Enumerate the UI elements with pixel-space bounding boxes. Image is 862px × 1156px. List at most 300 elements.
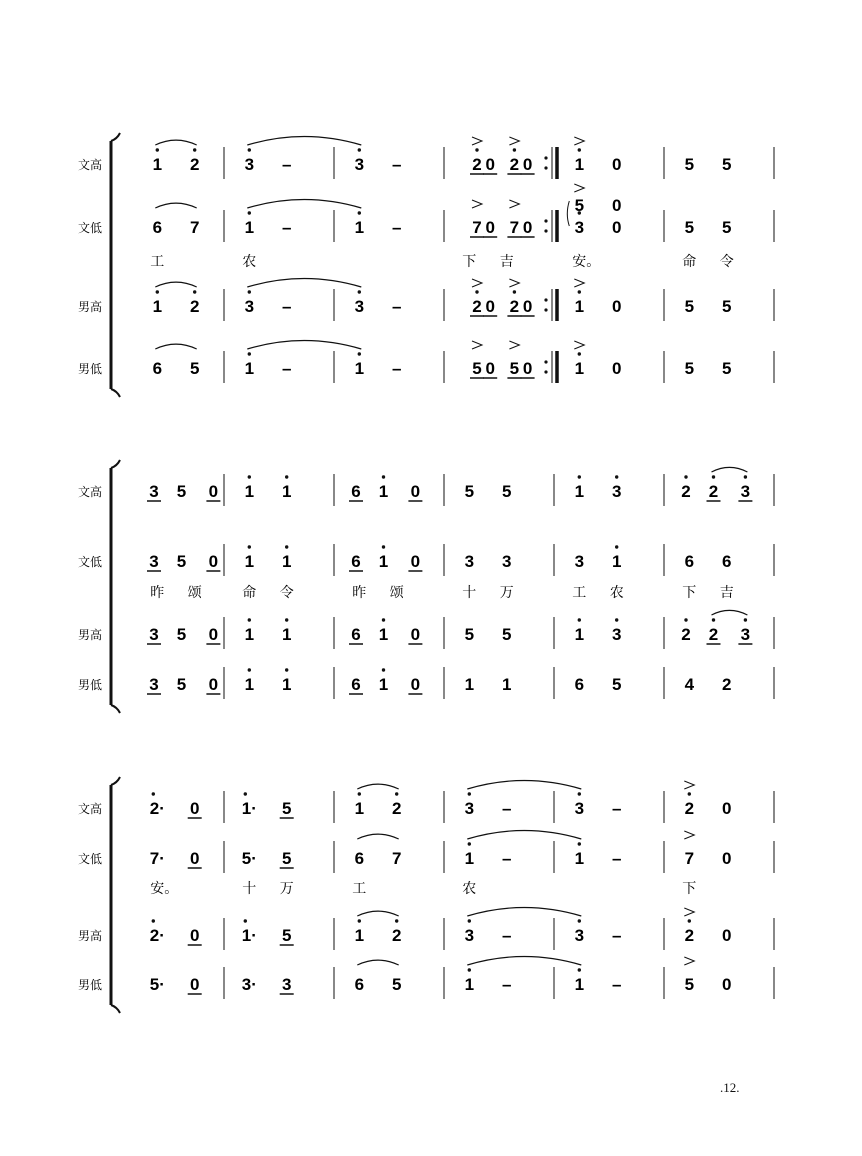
jianpu-note: 1	[574, 359, 585, 378]
repeat-dot	[544, 360, 547, 363]
lyric-syllable: 颂	[389, 585, 404, 601]
jianpu-note: 1	[281, 625, 292, 644]
octave-dot	[744, 618, 747, 621]
accent-mark	[574, 341, 584, 349]
octave-dot	[248, 352, 251, 355]
score-system	[78, 777, 774, 1013]
score-system	[78, 460, 774, 713]
jianpu-note: 6	[351, 552, 361, 571]
jianpu-note: 6	[721, 552, 732, 571]
jianpu-note: 3	[574, 218, 585, 237]
jianpu-note: –	[281, 155, 292, 174]
jianpu-note: 3	[149, 675, 159, 694]
jianpu-note: 2	[708, 625, 719, 644]
bracket-top-hook	[111, 777, 120, 785]
jianpu-note: 5	[281, 926, 292, 945]
jianpu-note: 5·	[149, 975, 165, 994]
jianpu-note: –	[391, 359, 402, 378]
jianpu-note: 5	[501, 482, 512, 501]
jianpu-note: 1	[281, 675, 292, 694]
octave-dot	[193, 290, 196, 293]
lyric-syllable: 昨	[150, 585, 165, 601]
lyric-syllable: 颂	[187, 585, 202, 601]
jianpu-note: 3	[244, 297, 255, 316]
lyric-syllable: 十	[462, 585, 477, 601]
jianpu-note: 2	[472, 297, 482, 316]
bracket-bottom-hook	[111, 1005, 120, 1013]
octave-dot	[152, 792, 155, 795]
jianpu-note: 3	[464, 799, 475, 818]
octave-dot	[578, 475, 581, 478]
jianpu-note: –	[501, 926, 512, 945]
jianpu-note: 1	[378, 675, 389, 694]
jianpu-note: 0	[410, 625, 421, 644]
jianpu-note: 5	[721, 297, 732, 316]
accent-mark	[472, 279, 482, 287]
slur	[247, 137, 361, 146]
jianpu-note: 6	[354, 975, 365, 994]
jianpu-note: 5	[721, 359, 732, 378]
jianpu-note: 1	[378, 625, 389, 644]
octave-dot	[475, 290, 478, 293]
jianpu-note: 0	[485, 155, 495, 174]
jianpu-note: 0	[410, 675, 421, 694]
jianpu-note: 0	[721, 799, 732, 818]
lyric-syllable: 农	[609, 585, 624, 601]
jianpu-note: 1	[464, 675, 475, 694]
jianpu-note: 1	[244, 625, 255, 644]
jianpu-note: –	[391, 218, 402, 237]
accent-mark	[684, 831, 694, 839]
octave-dot	[578, 842, 581, 845]
lyric-syllable: 安。	[150, 881, 179, 897]
jianpu-note: 0	[485, 297, 495, 316]
jianpu-note: 2	[391, 926, 402, 945]
voice-label: 文低	[78, 221, 103, 235]
octave-dot	[382, 475, 385, 478]
jianpu-note: 1	[464, 975, 475, 994]
jianpu-note: 1	[378, 482, 389, 501]
jianpu-note: 1	[574, 625, 585, 644]
octave-dot	[285, 618, 288, 621]
jianpu-note: 3	[281, 975, 292, 994]
stacked-note: 0	[611, 196, 622, 215]
octave-dot	[684, 618, 687, 621]
accent-mark	[574, 137, 584, 145]
bracket-top-hook	[111, 460, 120, 468]
octave-dot	[358, 792, 361, 795]
voice-label: 文高	[78, 485, 103, 499]
jianpu-note: 7·	[149, 849, 165, 868]
jianpu-note: 5	[501, 625, 512, 644]
jianpu-note: 2	[189, 297, 200, 316]
lyric-syllable: 农	[462, 881, 477, 897]
lyric-syllable: 万	[279, 881, 294, 897]
jianpu-note: –	[281, 218, 292, 237]
slur	[155, 203, 196, 208]
jianpu-note: 3	[464, 552, 475, 571]
slur	[155, 344, 196, 349]
accent-mark	[574, 184, 584, 192]
jianpu-note: –	[611, 975, 622, 994]
jianpu-note: 0	[721, 975, 732, 994]
jianpu-note: 0	[189, 926, 200, 945]
bracket-bottom-hook	[111, 389, 120, 397]
jianpu-note: 0	[208, 675, 219, 694]
jianpu-note: 3	[611, 625, 622, 644]
octave-dot	[248, 668, 251, 671]
jianpu-note: 1	[354, 799, 365, 818]
jianpu-note: –	[501, 849, 512, 868]
jianpu-note: –	[501, 799, 512, 818]
accent-mark	[574, 279, 584, 287]
octave-dot	[688, 792, 691, 795]
jianpu-note: 7	[189, 218, 200, 237]
jianpu-note: 5	[684, 155, 695, 174]
jianpu-note: 1	[574, 482, 585, 501]
slur	[247, 341, 361, 350]
octave-dot	[382, 545, 385, 548]
slur	[357, 784, 398, 789]
jianpu-note: 4	[684, 675, 695, 694]
octave-dot	[578, 968, 581, 971]
accent-mark	[472, 341, 482, 349]
divisi-bracket	[567, 201, 569, 226]
jianpu-note: 0	[721, 849, 732, 868]
jianpu-note: 2	[684, 799, 695, 818]
voice-label: 男低	[78, 678, 103, 692]
octave-dot	[248, 211, 251, 214]
jianpu-note: 1	[354, 218, 365, 237]
jianpu-note: 6	[574, 675, 585, 694]
jianpu-note: 2	[189, 155, 200, 174]
jianpu-note: 0	[410, 482, 421, 501]
lyric-syllable: 令	[719, 254, 734, 270]
octave-dot	[578, 919, 581, 922]
jianpu-note: –	[281, 359, 292, 378]
jianpu-note: 1	[611, 552, 622, 571]
repeat-dot	[544, 370, 547, 373]
jianpu-note: 1	[378, 552, 389, 571]
octave-dot	[688, 919, 691, 922]
jianpu-note: 5	[189, 359, 200, 378]
slur	[467, 831, 581, 840]
jianpu-note: 5	[464, 482, 475, 501]
jianpu-note: 0	[522, 297, 533, 316]
jianpu-note: 5	[176, 675, 187, 694]
accent-mark	[684, 908, 694, 916]
octave-dot	[712, 618, 715, 621]
jianpu-note: 1	[354, 359, 365, 378]
octave-dot	[578, 352, 581, 355]
slur	[357, 960, 398, 965]
lyric-syllable: 昨	[352, 585, 367, 601]
jianpu-note: –	[281, 297, 292, 316]
jianpu-note: 0	[522, 218, 533, 237]
jianpu-note: 5	[721, 218, 732, 237]
octave-dot	[358, 352, 361, 355]
jianpu-note: 5	[281, 849, 292, 868]
jianpu-note: 1	[574, 975, 585, 994]
lyric-syllable: 工	[572, 585, 587, 601]
jianpu-note: –	[611, 926, 622, 945]
jianpu-note: 3·	[241, 975, 257, 994]
jianpu-note: 5	[611, 675, 622, 694]
jianpu-note: 2	[472, 155, 482, 174]
slur	[467, 781, 581, 790]
accent-mark	[684, 781, 694, 789]
jianpu-note: 5	[176, 625, 187, 644]
jianpu-note: 5	[684, 218, 695, 237]
jianpu-note: 1	[244, 218, 255, 237]
jianpu-note: 5	[281, 799, 292, 818]
repeat-dot	[544, 298, 547, 301]
jianpu-note: 1	[244, 482, 255, 501]
jianpu-note: 1	[281, 552, 292, 571]
octave-dot	[152, 919, 155, 922]
lyric-syllable: 吉	[719, 585, 734, 601]
slur	[247, 279, 361, 288]
octave-dot	[578, 148, 581, 151]
octave-dot	[578, 290, 581, 293]
octave-dot	[712, 475, 715, 478]
jianpu-note: 3	[740, 482, 751, 501]
accent-mark	[509, 200, 519, 208]
jianpu-note: –	[391, 155, 402, 174]
jianpu-note: 0	[485, 359, 495, 378]
jianpu-note: 5	[391, 975, 402, 994]
voice-label: 男高	[78, 929, 103, 943]
lyric-syllable: 下	[682, 881, 697, 897]
voice-label: 文高	[78, 802, 103, 816]
jianpu-note: 7	[684, 849, 695, 868]
octave-dot	[358, 290, 361, 293]
octave-dot	[244, 919, 247, 922]
lyric-syllable: 安。	[572, 254, 601, 270]
octave-dot	[578, 792, 581, 795]
octave-dot	[513, 148, 516, 151]
jianpu-note: 1	[501, 675, 512, 694]
octave-dot	[468, 792, 471, 795]
lyric-syllable: 吉	[499, 254, 514, 270]
voice-label: 男高	[78, 300, 103, 314]
octave-dot	[615, 475, 618, 478]
jianpu-note: 0	[410, 552, 421, 571]
jianpu-note: 1	[354, 926, 365, 945]
accent-mark	[472, 200, 482, 208]
jianpu-note: –	[391, 297, 402, 316]
repeat-dot	[544, 156, 547, 159]
octave-dot	[248, 475, 251, 478]
voice-label: 文高	[78, 158, 103, 172]
accent-mark	[509, 137, 519, 145]
octave-dot	[475, 148, 478, 151]
jianpu-note: 2	[708, 482, 719, 501]
jianpu-note: 3	[740, 625, 751, 644]
slur	[357, 911, 398, 916]
jianpu-note: 5	[684, 297, 695, 316]
slur	[155, 282, 196, 287]
jianpu-note: 7	[472, 218, 482, 237]
jianpu-note: 2	[721, 675, 732, 694]
jianpu-note: 0	[208, 552, 219, 571]
jianpu-note: 0	[611, 297, 622, 316]
accent-mark	[472, 137, 482, 145]
voice-label: 文低	[78, 555, 103, 569]
octave-dot	[358, 919, 361, 922]
jianpu-note: 1	[574, 849, 585, 868]
jianpu-note: 0	[611, 218, 622, 237]
jianpu-note: 1·	[241, 926, 257, 945]
jianpu-note: 6	[351, 482, 361, 501]
jianpu-note: 0	[611, 155, 622, 174]
jianpu-note: 6	[152, 359, 163, 378]
octave-dot	[358, 148, 361, 151]
jianpu-note: 1	[244, 552, 255, 571]
octave-dot	[382, 618, 385, 621]
octave-dot	[285, 668, 288, 671]
lyric-syllable: 农	[242, 254, 257, 270]
lyric-syllable: 命	[242, 585, 257, 601]
jianpu-note: 1	[244, 675, 255, 694]
octave-dot	[513, 290, 516, 293]
jianpu-note: 3	[501, 552, 512, 571]
octave-dot	[615, 545, 618, 548]
jianpu-note: 3	[464, 926, 475, 945]
jianpu-note: 0	[189, 799, 200, 818]
jianpu-note: –	[611, 799, 622, 818]
jianpu-note: 3	[354, 155, 365, 174]
lyric-syllable: 下	[682, 585, 697, 601]
jianpu-note: –	[611, 849, 622, 868]
jianpu-note: 0	[189, 975, 200, 994]
octave-dot	[248, 290, 251, 293]
lyric-syllable: 工	[150, 254, 165, 270]
jianpu-note: 5	[176, 552, 187, 571]
jianpu-note: 2·	[149, 799, 165, 818]
jianpu-note: 3	[611, 482, 622, 501]
voice-label: 男低	[78, 978, 103, 992]
score-system	[78, 133, 774, 397]
jianpu-note: 3	[574, 926, 585, 945]
jianpu-note: 1	[464, 849, 475, 868]
jianpu-note: 2	[509, 155, 520, 174]
slur	[712, 610, 748, 615]
jianpu-note: 5	[176, 482, 187, 501]
stacked-note: 5	[574, 196, 585, 215]
jianpu-note: 1	[574, 297, 585, 316]
jianpu-note: 1	[152, 297, 163, 316]
octave-dot	[395, 919, 398, 922]
slur	[155, 140, 196, 145]
jianpu-note: 0	[208, 625, 219, 644]
slur	[467, 908, 581, 917]
voice-label: 男低	[78, 362, 103, 376]
octave-dot	[193, 148, 196, 151]
jianpu-note: –	[501, 975, 512, 994]
jianpu-note: 5	[472, 359, 482, 378]
jianpu-note: 1	[574, 155, 585, 174]
octave-dot	[382, 668, 385, 671]
jianpu-note: 0	[485, 218, 495, 237]
accent-mark	[684, 957, 694, 965]
lyric-syllable: 十	[242, 881, 257, 897]
bracket-bottom-hook	[111, 705, 120, 713]
jianpu-note: 3	[574, 552, 585, 571]
jianpu-note: 6	[354, 849, 365, 868]
jianpu-note: 7	[391, 849, 402, 868]
page-number: .12.	[720, 1080, 740, 1095]
octave-dot	[468, 968, 471, 971]
jianpu-note: 2	[509, 297, 520, 316]
jianpu-note: 3	[149, 625, 159, 644]
slur	[467, 957, 581, 966]
octave-dot	[248, 148, 251, 151]
lyric-syllable: 命	[682, 254, 697, 270]
octave-dot	[468, 842, 471, 845]
octave-dot	[615, 618, 618, 621]
slur	[357, 834, 398, 839]
octave-dot	[468, 919, 471, 922]
slur	[247, 200, 361, 209]
jianpu-note: 6	[684, 552, 695, 571]
jianpu-note: 3	[354, 297, 365, 316]
jianpu-note: 2	[681, 482, 691, 501]
octave-dot	[248, 618, 251, 621]
jianpu-note: 5·	[241, 849, 257, 868]
repeat-dot	[544, 229, 547, 232]
repeat-dot	[544, 308, 547, 311]
jianpu-note: 2·	[149, 926, 165, 945]
octave-dot	[244, 792, 247, 795]
jianpu-note: 7	[509, 218, 520, 237]
jianpu-note: 2	[684, 926, 695, 945]
jianpu-note: 1	[244, 359, 255, 378]
jianpu-note: 2	[391, 799, 402, 818]
slur	[712, 467, 748, 472]
jianpu-note: 5	[721, 155, 732, 174]
octave-dot	[684, 475, 687, 478]
lyric-syllable: 工	[352, 881, 367, 897]
jianpu-note: 0	[522, 359, 533, 378]
jianpu-note: 1	[152, 155, 163, 174]
octave-dot	[285, 475, 288, 478]
jianpu-note: 2	[681, 625, 691, 644]
lyric-syllable: 万	[499, 585, 514, 601]
jianpu-note: 6	[351, 625, 361, 644]
lyric-syllable: 下	[462, 254, 477, 270]
jianpu-note: 3	[149, 482, 159, 501]
octave-dot	[285, 545, 288, 548]
lyric-syllable: 令	[279, 585, 294, 601]
octave-dot	[395, 792, 398, 795]
jianpu-note: 6	[152, 218, 163, 237]
jianpu-note: 5	[509, 359, 520, 378]
jianpu-note: 0	[208, 482, 219, 501]
jianpu-note: 3	[149, 552, 159, 571]
jianpu-note: 3	[574, 799, 585, 818]
jianpu-note: 1	[281, 482, 292, 501]
jianpu-note: 0	[721, 926, 732, 945]
voice-label: 文低	[78, 852, 103, 866]
repeat-dot	[544, 219, 547, 222]
bracket-top-hook	[111, 133, 120, 141]
octave-dot	[358, 211, 361, 214]
repeat-dot	[544, 166, 547, 169]
voice-label: 男高	[78, 628, 103, 642]
octave-dot	[156, 290, 159, 293]
jianpu-note: 1·	[241, 799, 257, 818]
